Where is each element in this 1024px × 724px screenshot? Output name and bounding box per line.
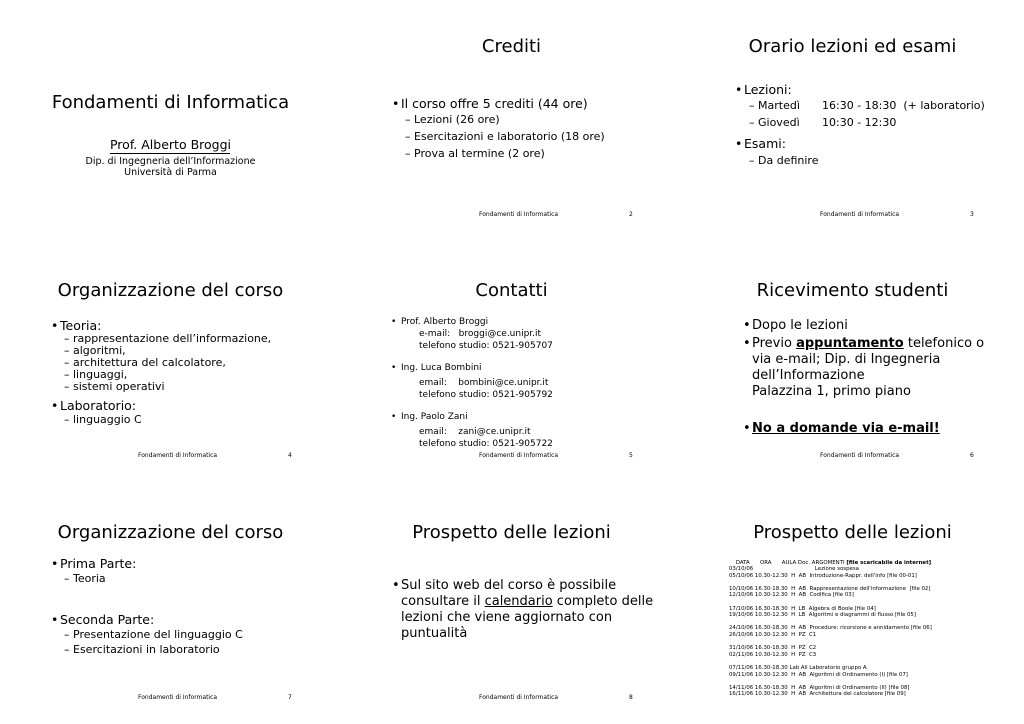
- schedule-header-plain: DATA ORA AULA Doc. ARGOMENTI: [735, 559, 847, 566]
- b2-line-3: dell’Informazione: [752, 368, 865, 383]
- seconda-parte-bullet: • Seconda Parte:: [60, 612, 154, 627]
- slide-5-title: Contatti: [475, 280, 548, 301]
- contact-2-bullet: •: [391, 363, 397, 373]
- slide-9-title: Prospetto delle lezioni: [753, 522, 952, 543]
- teoria-item-4: – linguaggi,: [73, 368, 127, 382]
- prima-parte-bullet: • Prima Parte:: [60, 556, 136, 571]
- slide-7-title: Organizzazione del corso: [57, 522, 284, 543]
- schedule-row: 17/10/06 16.30-18.30 H LB Algebra di Boole [file 04]: [729, 605, 876, 612]
- schedule-row: 05/10/06 10.30-12.30 H AB Introduzione-Rappr. dell'info [file 00-01]: [729, 572, 917, 579]
- prospetto-line-3: lezioni che viene aggiornato con: [401, 610, 613, 625]
- ricevimento-bullet-3: [752, 421, 940, 436]
- schedule-row: 24/10/06 16.30-18.30 H AB Procedure: ricorsione e annidamento [file 06]: [729, 625, 932, 632]
- slide-4-title: Organizzazione del corso: [57, 280, 284, 301]
- contact-2-name: Ing. Luca Bombini: [401, 363, 482, 373]
- lezioni-bullet: • Lezioni:: [744, 82, 792, 97]
- page-number: 5: [629, 452, 633, 459]
- author-name: Prof. Alberto Broggi: [109, 137, 231, 152]
- contact-1-bullet: •: [391, 317, 397, 327]
- teoria-item-5: – sistemi operativi: [73, 380, 165, 394]
- prima-parte-sub: – Teoria: [73, 572, 106, 586]
- contact-1-name: Prof. Alberto Broggi: [401, 317, 489, 327]
- schedule-row: 07/11/06 16.30-18.30 Lab All Laboratorio gruppo A: [729, 665, 867, 671]
- footer-name: Fondamenti di Informatica: [479, 211, 559, 218]
- contact-2-phone: telefono studio: 0521-905792: [419, 390, 553, 400]
- page-number: 7: [288, 694, 292, 701]
- slide-9: [682, 483, 1023, 724]
- prospetto-line-4: puntualità: [401, 626, 468, 641]
- slide-2: [341, 0, 682, 241]
- schedule-row: 16/11/06 10.30-12.30 H AB Architettura del calcolatore [file 09]: [729, 691, 906, 698]
- esami-bullet: • Esami:: [744, 136, 786, 151]
- footer-name: Fondamenti di Informatica: [820, 452, 900, 459]
- b2-pre: Previo: [752, 336, 797, 351]
- day-1: – Martedì: [758, 99, 800, 113]
- credits-bullet: • Il corso offre 5 crediti (44 ore): [401, 96, 588, 111]
- no-email-warning: No a domande via e-mail!: [752, 421, 940, 436]
- university: Università di Parma: [124, 167, 217, 178]
- contact-3-name: Ing. Paolo Zani: [401, 412, 468, 422]
- ricevimento-bullet-1: • Dopo le lezioni: [752, 318, 848, 333]
- footer-name: Fondamenti di Informatica: [479, 452, 559, 459]
- schedule-row: 26/10/06 10.30-12.30 H PZ C1: [729, 632, 817, 638]
- slide-7: [0, 483, 341, 724]
- schedule-row: 19/10/06 10.30-12.30 H LB Algoritmi e diagrammi di flusso [file 05]: [729, 612, 916, 619]
- seconda-parte-sub-2: – Esercitazioni in laboratorio: [73, 643, 220, 657]
- slide-8-title: Prospetto delle lezioni: [412, 522, 611, 543]
- page-number: 8: [629, 694, 633, 701]
- slide-4: [0, 241, 341, 482]
- ricevimento-bullet-2: [752, 336, 984, 400]
- prospetto-line-1: Sul sito web del corso è possibile: [401, 578, 617, 593]
- author-underline: [110, 153, 230, 154]
- schedule-row: 09/11/06 10.30-12.30 H AB Algoritmi di Ordinamento (I) [file 07]: [729, 671, 908, 678]
- page-number: 3: [970, 211, 974, 218]
- appuntamento-text: appuntamento: [796, 336, 904, 351]
- slide-3-title: Orario lezioni ed esami: [748, 36, 957, 57]
- teoria-bullet: • Teoria:: [60, 318, 101, 333]
- slide-5: [341, 241, 682, 482]
- seconda-parte-sub-1: – Presentazione del linguaggio C: [73, 628, 243, 642]
- schedule-row: 31/10/06 16.30-18.30 H PZ C2: [729, 645, 817, 652]
- b2-post: telefonico o: [903, 336, 985, 351]
- prospetto-line-2-pre: consultare il: [401, 594, 485, 609]
- contact-3-phone: telefono studio: 0521-905722: [419, 439, 553, 449]
- teoria-item-1: – rappresentazione dell’informazione,: [73, 332, 271, 346]
- credits-sub-2: – Esercitazioni e laboratorio (18 ore): [414, 130, 605, 144]
- contact-3-bullet: •: [391, 412, 397, 422]
- footer-name: Fondamenti di Informatica: [479, 694, 559, 701]
- credits-sub-1: – Lezioni (26 ore): [414, 113, 500, 127]
- page-number: 6: [970, 452, 974, 459]
- day-2: – Giovedì: [758, 116, 800, 130]
- footer-name: Fondamenti di Informatica: [138, 694, 218, 701]
- schedule-row: 03/10/06 Lezione sospesa: [729, 566, 859, 572]
- schedule-row: 12/10/06 10.30-12.30 H AB Codifica [file 03]: [729, 592, 854, 599]
- b2-line-2: via e-mail; Dip. di Ingegneria: [752, 352, 941, 367]
- lab-item: – linguaggio C: [73, 413, 142, 427]
- lab-bullet: • Laboratorio:: [60, 398, 136, 413]
- contact-2-email: email: bombini@ce.unipr.it: [419, 378, 549, 388]
- page-number: 2: [629, 211, 633, 218]
- prospetto-text: [401, 578, 653, 642]
- footer-name: Fondamenti di Informatica: [820, 211, 900, 218]
- b2-line-4: Palazzina 1, primo piano: [752, 384, 911, 399]
- slide-3: [682, 0, 1023, 241]
- schedule-row: 14/11/06 16.30-18.30 H AB Algoritmi di Ordinamento (II) [file 08]: [729, 684, 910, 691]
- schedule-header-bold: [file scaricabile da internet]: [846, 559, 932, 566]
- teoria-item-3: – architettura del calcolatore,: [73, 356, 226, 370]
- slide-8: [341, 483, 682, 724]
- time-2: 10:30 - 12:30: [822, 116, 897, 129]
- teoria-item-2: – algoritmi,: [73, 344, 126, 358]
- time-1: 16:30 - 18:30 (+ laboratorio): [822, 99, 985, 112]
- page-number: 4: [288, 452, 292, 459]
- schedule-row: 10/10/06 16.30-18.30 H AB Rappresentazione dell'informazione [file 02]: [729, 585, 931, 592]
- esami-sub: – Da definire: [758, 154, 818, 168]
- credits-sub-3: – Prova al termine (2 ore): [414, 147, 545, 161]
- contact-1-email: e-mail: broggi@ce.unipr.it: [419, 329, 542, 339]
- calendario-link[interactable]: calendario: [484, 594, 553, 609]
- slide-1: [0, 0, 341, 241]
- slide-2-title: Crediti: [481, 36, 542, 57]
- slide-6-title: Ricevimento studenti: [756, 280, 949, 301]
- footer-name: Fondamenti di Informatica: [138, 452, 218, 459]
- prospetto-line-2-post: completo delle: [552, 594, 654, 609]
- department: Dip. di Ingegneria dell’Informazione: [85, 156, 256, 167]
- schedule-row: 02/11/06 10.30-12.30 H PZ C3: [729, 651, 817, 658]
- contact-1-phone: telefono studio: 0521-905707: [419, 341, 553, 351]
- slide-1-title: Fondamenti di Informatica: [51, 92, 290, 113]
- contact-3-email: email: zani@ce.unipr.it: [419, 427, 531, 437]
- slide-6: [682, 241, 1023, 482]
